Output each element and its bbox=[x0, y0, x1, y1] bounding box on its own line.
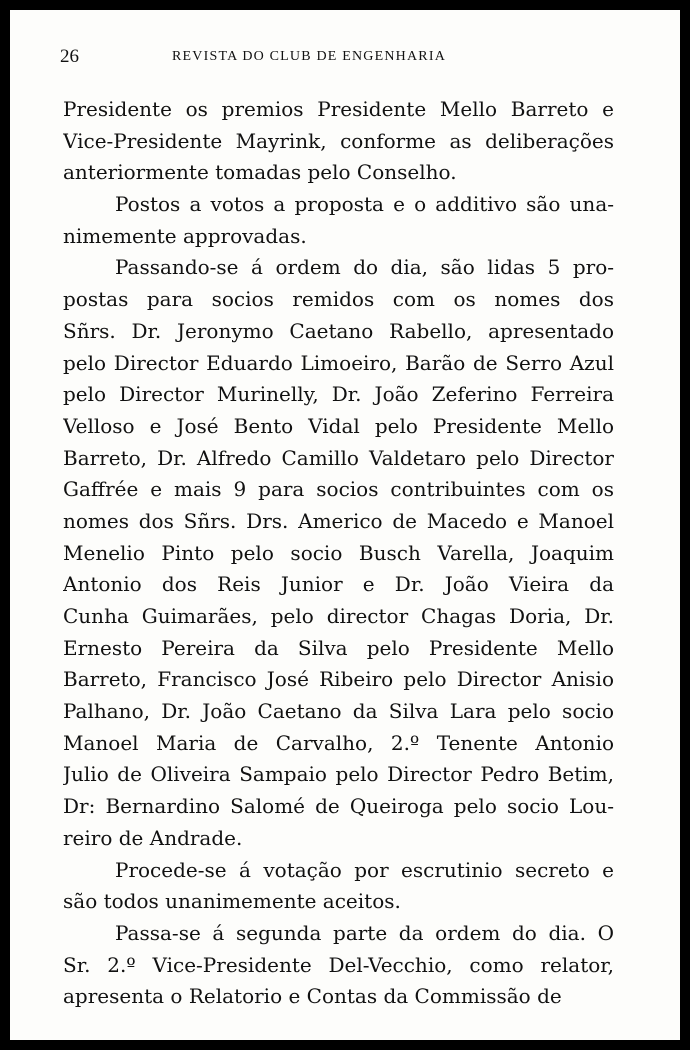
text-line: Sr. 2.º Vice-Presidente Del-Vecchio, como relator, bbox=[63, 952, 614, 977]
text-line: Barreto, Dr. Alfredo Camillo Valdetaro pelo Director bbox=[63, 445, 614, 470]
text-line: nimemente approvadas. bbox=[63, 223, 307, 248]
text-line: Vice-Presidente Mayrink, conforme as deliberações bbox=[63, 128, 614, 153]
text-line: Barreto, Francisco José Ribeiro pelo Director Anisio bbox=[63, 667, 614, 692]
text-line: Menelio Pinto pelo socio Busch Varella, Joaquim bbox=[63, 540, 614, 565]
page-header bbox=[10, 46, 680, 72]
text-line: nomes dos Sñrs. Drs. Americo de Macedo e Manoel bbox=[63, 508, 614, 533]
running-title: REVISTA DO CLUB DE ENGENHARIA bbox=[172, 49, 447, 64]
text-line: Passando-se á ordem do dia, são lidas 5 pro- bbox=[115, 255, 614, 280]
text-line: Velloso e José Bento Vidal pelo Presidente Mello bbox=[63, 413, 614, 438]
text-line: Antonio dos Reis Junior e Dr. João Vieira da bbox=[63, 572, 614, 597]
paragraph bbox=[63, 855, 614, 918]
text-line: reiro de Andrade. bbox=[63, 825, 243, 850]
document-page bbox=[10, 10, 680, 1040]
text-line: anteriormente tomadas pelo Conselho. bbox=[63, 160, 457, 185]
text-line: Palhano, Dr. João Caetano da Silva Lara pelo socio bbox=[63, 699, 614, 724]
paragraph bbox=[63, 94, 614, 189]
text-line: Postos a votos a proposta e o additivo são una- bbox=[115, 192, 614, 217]
text-line: Sñrs. Dr. Jeronymo Caetano Rabello, apresentado bbox=[63, 318, 614, 343]
text-line: Dr: Bernardino Salomé de Queiroga pelo socio Lou- bbox=[63, 794, 614, 819]
text-line: Passa-se á segunda parte da ordem do dia. O bbox=[115, 920, 614, 945]
paragraph bbox=[63, 252, 614, 854]
text-line: Cunha Guimarães, pelo director Chagas Doria, Dr. bbox=[63, 604, 614, 628]
paragraph bbox=[63, 918, 614, 1013]
text-line: apresenta o Relatorio e Contas da Commissão de bbox=[63, 984, 562, 1009]
page-number: 26 bbox=[60, 46, 79, 67]
text-line: Manoel Maria de Carvalho, 2.º Tenente Antonio bbox=[63, 730, 614, 755]
text-line: Julio de Oliveira Sampaio pelo Director Pedro Betim, bbox=[63, 762, 614, 787]
text-line: Procede-se á votação por escrutinio secreto e bbox=[115, 857, 614, 882]
body-text bbox=[63, 94, 614, 1013]
text-line: Presidente os premios Presidente Mello Barreto e bbox=[63, 97, 614, 121]
paragraph bbox=[63, 189, 614, 252]
text-line: Ernesto Pereira da Silva pelo Presidente Mello bbox=[63, 635, 614, 660]
text-line: são todos unanimemente aceitos. bbox=[63, 889, 401, 914]
text-line: postas para socios remidos com os nomes dos bbox=[63, 287, 614, 312]
text-line: pelo Director Eduardo Limoeiro, Barão de Serro Azul bbox=[63, 350, 614, 375]
text-line: pelo Director Murinelly, Dr. João Zeferino Ferreira bbox=[63, 382, 614, 407]
text-line: Gaffrée e mais 9 para socios contribuintes com os bbox=[63, 477, 614, 502]
